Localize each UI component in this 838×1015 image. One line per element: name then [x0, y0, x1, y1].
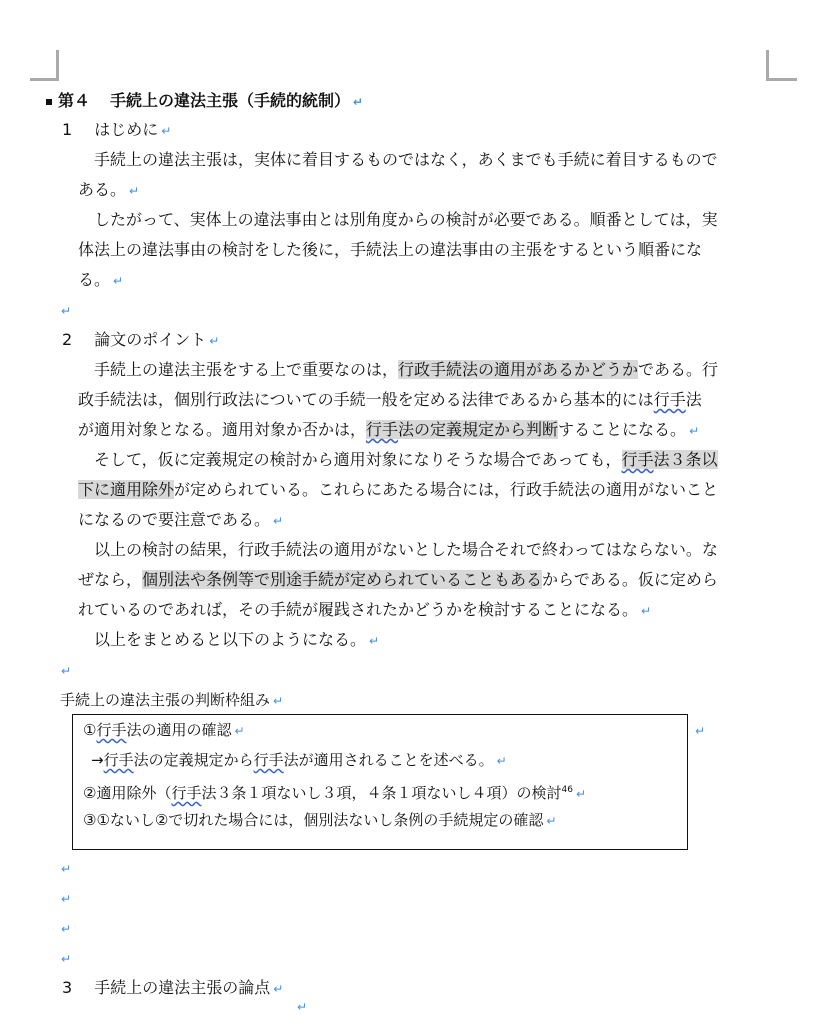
highlighted-text: 法３条以 [653, 450, 718, 469]
body-text: 法 [685, 390, 702, 409]
paragraph-mark-icon: ↵ [496, 754, 507, 768]
item-text: ③①ないし②で切れた場合には，個別法ないし条例の手続規定の確認 [83, 811, 544, 829]
empty-paragraph [58, 655, 71, 686]
body-text: が適用対象となる。適用対象か否かは， [78, 420, 367, 439]
paragraph-mark-icon: ↵ [575, 787, 586, 801]
highlighted-text: 行政手続法の適用があるかどうか [398, 360, 639, 379]
framework-item-2 [83, 775, 586, 809]
body-line [78, 565, 718, 595]
paragraph-mark-icon: ↵ [61, 862, 72, 876]
item-text: 法３条１項ないし３項，４条１項ないし４項）の検討 [201, 784, 562, 802]
subsection-number: 2 [62, 330, 73, 349]
paragraph-mark-icon: ↵ [129, 184, 140, 198]
section-title: 手続上の違法主張（手続的統制） [110, 91, 351, 110]
footnote-ref[interactable]: 46 [561, 785, 573, 795]
body-text: ある。 [78, 180, 127, 199]
paragraph-mark-icon: ↵ [234, 724, 245, 738]
framework-item-1-sub [91, 745, 507, 776]
margin-corner-mark-left [30, 50, 59, 81]
body-text: ぜなら， [78, 570, 143, 589]
body-line [94, 205, 718, 235]
paragraph-mark-icon: ↵ [161, 124, 172, 138]
body-line [94, 445, 718, 475]
subsection-2-heading [62, 325, 219, 356]
subsection-number: 3 [62, 978, 73, 997]
bullet-icon [46, 99, 52, 105]
section-heading [46, 86, 363, 117]
item-text: ②適用除外（ [83, 784, 172, 802]
body-text: からである。仮に定めら [542, 570, 718, 589]
body-text: 手続上の違法主張は，実体に着目するものではなく，あくまでも手続に着目するもので [94, 150, 718, 169]
paragraph-mark-icon: ↵ [61, 664, 72, 678]
paragraph-mark-icon: ↵ [61, 952, 72, 966]
body-line [94, 535, 718, 565]
spellcheck-text: 行手 [253, 751, 284, 769]
spellcheck-text: 行手 [171, 784, 202, 802]
paragraph-mark-icon: ↵ [695, 724, 706, 738]
subsection-title: 手続上の違法主張の論点 [94, 978, 271, 997]
paragraph-mark-icon: ↵ [353, 95, 364, 109]
body-text: である。行 [638, 360, 719, 379]
subsection-title: はじめに [94, 120, 159, 139]
paragraph-mark-icon: ↵ [273, 694, 284, 708]
empty-paragraph [58, 943, 71, 974]
paragraph-mark-icon: ↵ [369, 634, 380, 648]
body-text: 以上の検討の結果，行政手続法の適用がないとした場合それで終わってはならない。な [94, 540, 718, 559]
empty-paragraph [58, 913, 71, 944]
body-line [94, 145, 718, 175]
framework-item-3 [83, 805, 556, 836]
empty-paragraph [58, 883, 71, 914]
body-text: になるので要注意である。 [78, 510, 271, 529]
body-text: そして，仮に定義規定の検討から適用対象になりそうな場合であっても， [94, 450, 622, 469]
spellcheck-text: 行手 [653, 390, 686, 409]
empty-paragraph [58, 295, 71, 326]
item-text: 法が適用されることを述べる。 [283, 751, 494, 769]
body-line [78, 505, 283, 536]
body-text: 体法上の違法事由の検討をした後に，手続法上の違法事由の主張をするという順番にな [78, 240, 703, 259]
paragraph-mark-icon: ↵ [61, 304, 72, 318]
body-line [78, 265, 123, 296]
item-text: 法の定義規定から [133, 751, 254, 769]
paragraph-mark-icon: ↵ [273, 514, 284, 528]
body-line [78, 385, 702, 415]
paragraph-mark-icon: ↵ [689, 424, 700, 438]
body-text: 以上をまとめると以下のようになる。 [94, 630, 367, 649]
body-text: 手続上の違法主張をする上で重要なのは， [94, 360, 399, 379]
body-text: る。 [78, 270, 111, 289]
body-text: が定められている。これらにあたる場合には，行政手続法の適用がないこと [174, 480, 719, 499]
body-line [78, 235, 702, 265]
paragraph-mark-icon: ↵ [297, 1000, 308, 1014]
body-text: れているのであれば，その手続が履践されたかどうかを検討することになる。 [78, 600, 639, 619]
highlighted-spellcheck-text: 行手 [621, 450, 654, 469]
item-marker: ① [83, 721, 97, 739]
margin-corner-mark-right [766, 50, 797, 81]
paragraph-mark-icon: ↵ [641, 604, 652, 618]
paragraph-mark-icon: ↵ [546, 814, 557, 828]
body-line [78, 175, 139, 206]
paragraph-mark-icon: ↵ [61, 892, 72, 906]
body-line [78, 595, 651, 626]
framework-item-1 [83, 715, 245, 746]
body-text: することになる。 [558, 420, 687, 439]
subsection-title: 論文のポイント [94, 330, 207, 349]
framework-box [72, 714, 688, 850]
highlighted-spellcheck-text: 行手 [366, 420, 399, 439]
partial-paragraph-mark [294, 998, 307, 1015]
box-end-mark [692, 715, 705, 746]
subsection-number: 1 [62, 120, 73, 139]
paragraph-mark-icon: ↵ [209, 334, 220, 348]
subsection-3-heading [62, 973, 283, 1004]
section-number: 第４ [58, 91, 91, 110]
paragraph-mark-icon: ↵ [273, 982, 284, 996]
subsection-1-heading [62, 115, 171, 146]
highlighted-text: 下に適用除外 [78, 480, 175, 499]
body-line [78, 415, 699, 446]
highlighted-text: 個別法や条例等で別途手続が定められていることもある [142, 570, 543, 589]
spellcheck-text: 行手 [103, 751, 134, 769]
empty-paragraph [58, 853, 71, 884]
paragraph-mark-icon: ↵ [61, 922, 72, 936]
body-line [94, 355, 718, 385]
paragraph-mark-icon: ↵ [113, 274, 124, 288]
body-line [94, 625, 379, 656]
body-text: 政手続法は，個別行政法についての手続一般を定める法律であるから基本的には [78, 390, 654, 409]
body-text: したがって、実体上の違法事由とは別角度からの検討が必要である。順番としては，実 [94, 210, 718, 229]
framework-label [60, 685, 283, 716]
framework-label-text: 手続上の違法主張の判断枠組み [60, 691, 271, 709]
spellcheck-text: 行手 [96, 721, 127, 739]
body-line [78, 475, 718, 505]
highlighted-text: 法の定義規定から判断 [398, 420, 559, 439]
arrow-text: → [91, 751, 104, 769]
item-text: 法の適用の確認 [126, 721, 232, 739]
